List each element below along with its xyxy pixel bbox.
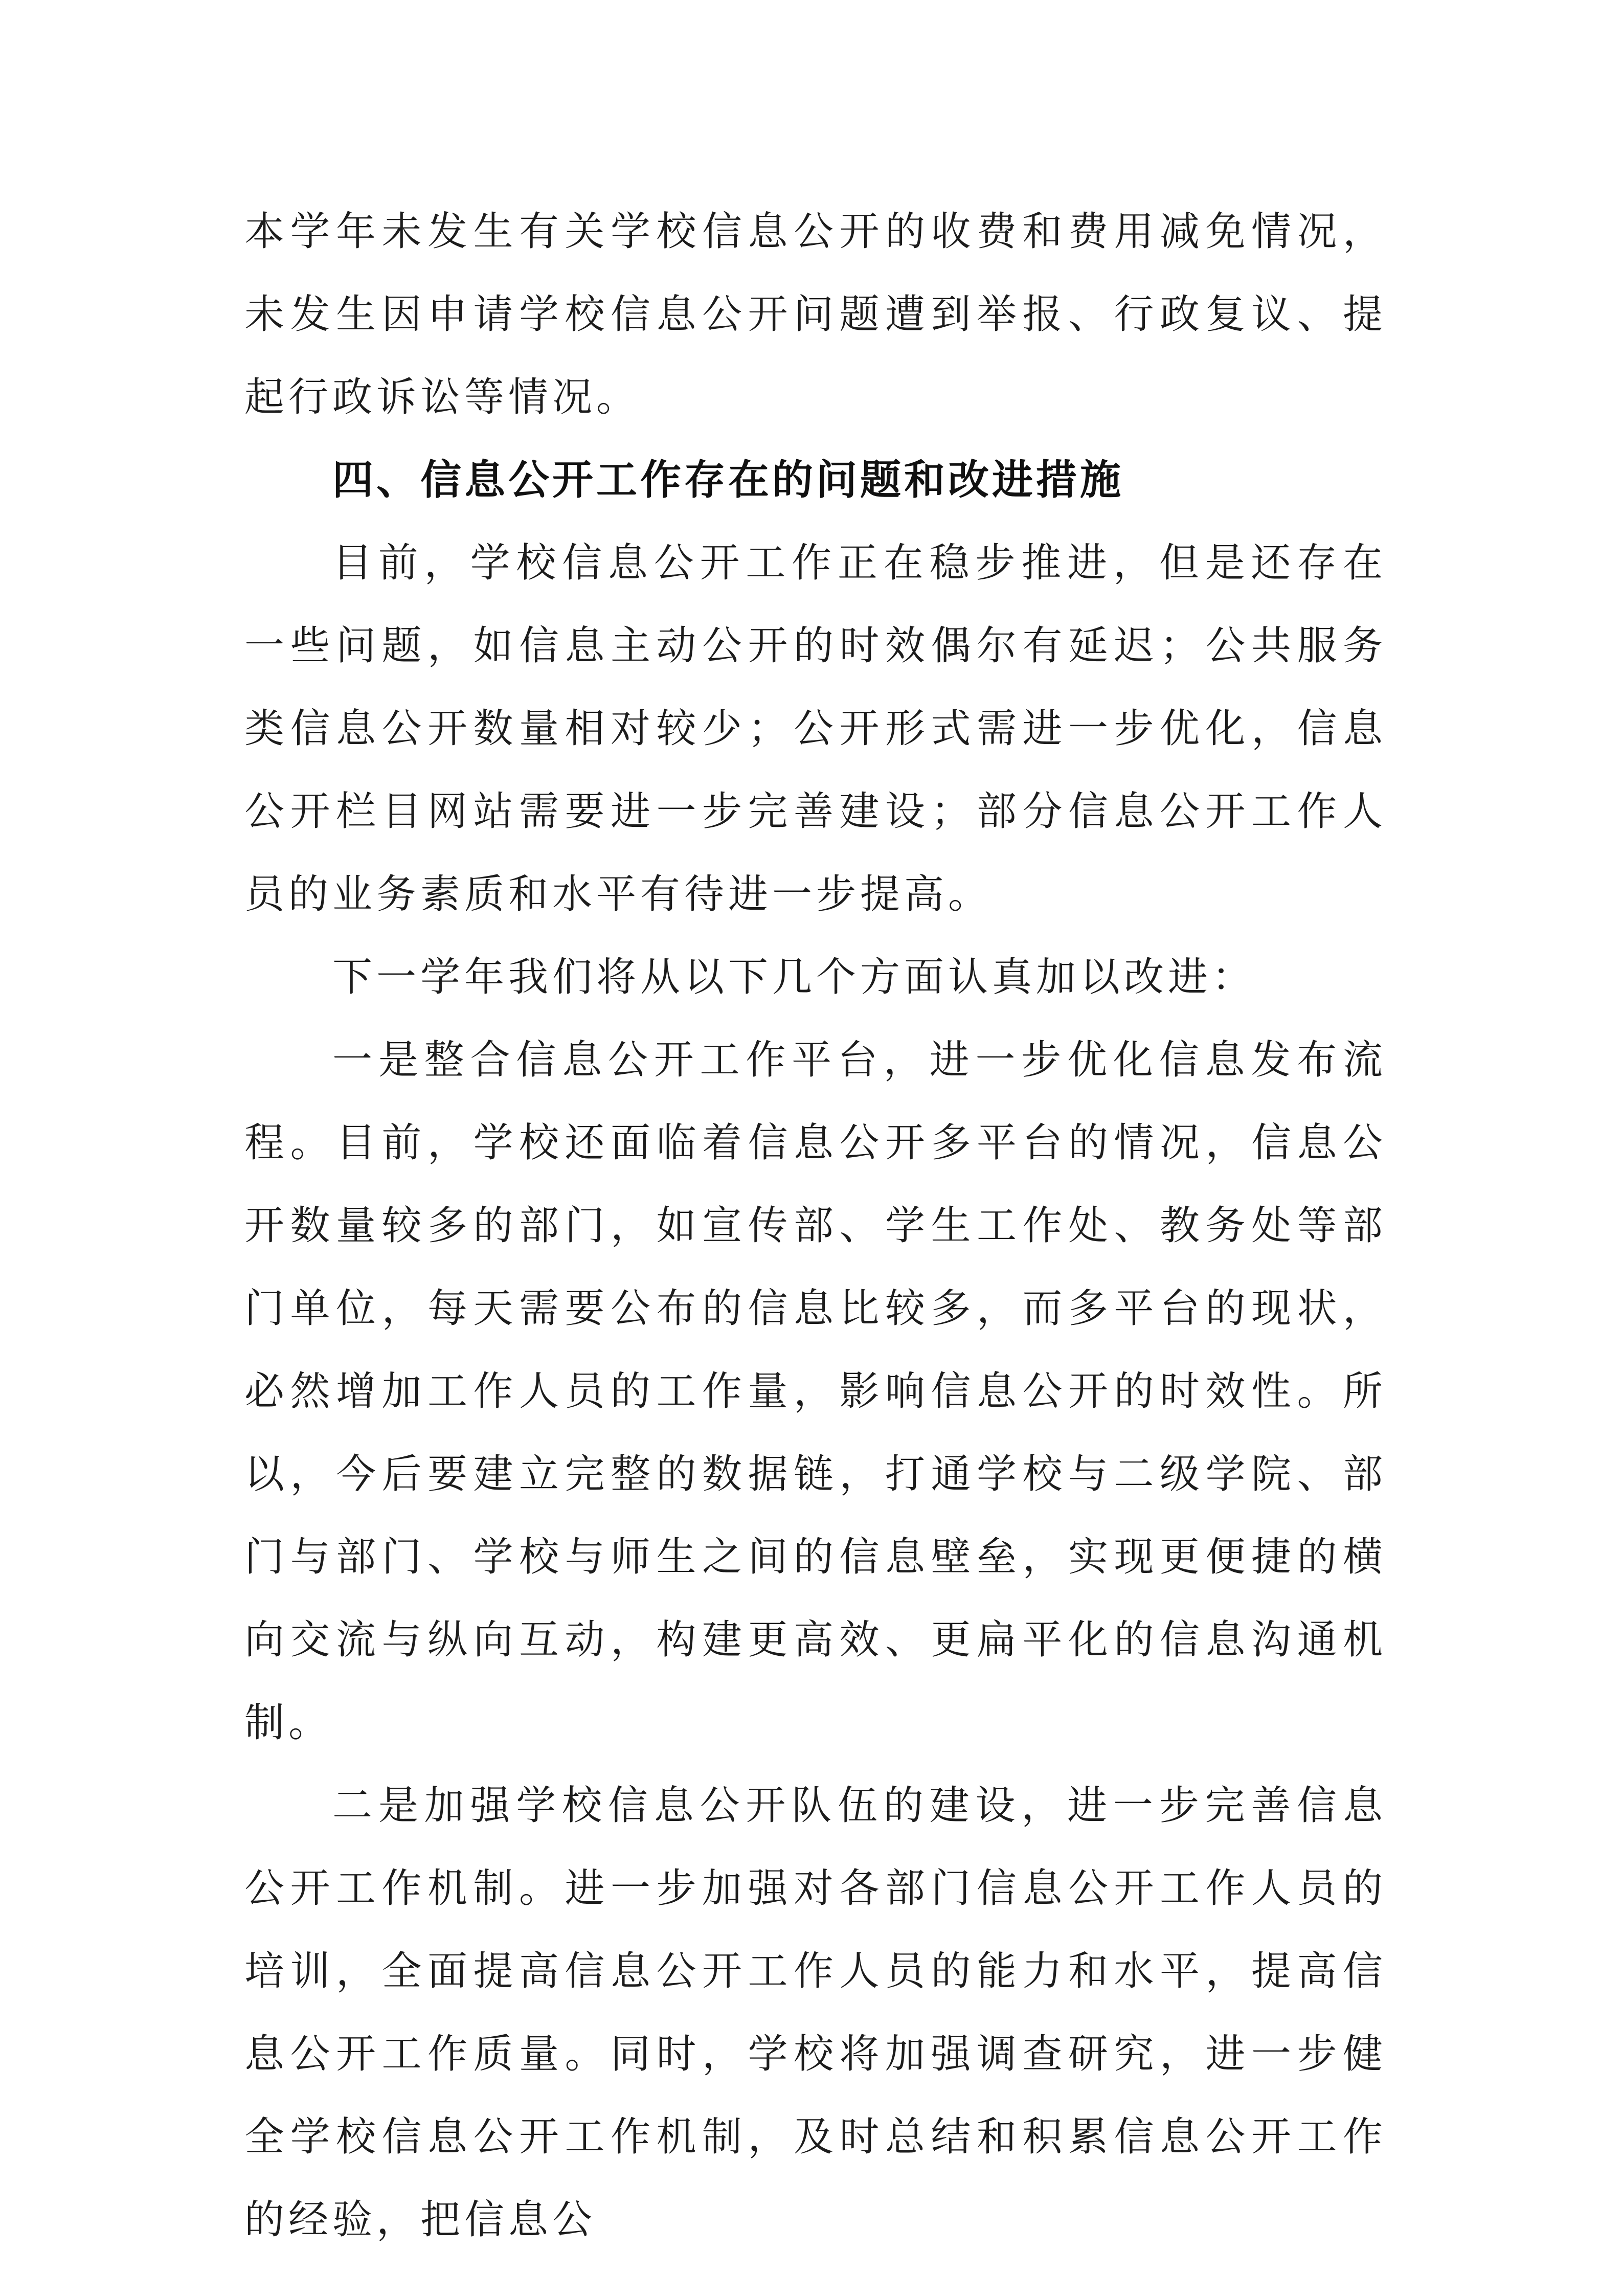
paragraph-measure-two-team-building: 二是加强学校信息公开队伍的建设，进一步完善信息公开工作机制。进一步加强对各部门信息公开工作人员的培训，全面提高信息公开工作人员的能力和水平，提高信息公开工作质量。同时，学校将加强调查研究，进一步健全学校信息公开工作机制，及时总结和积累信息公开工作的经验，把信息公	[244, 1783, 1387, 2242]
section-heading-problems-and-improvements: 四、信息公开工作存在的问题和改进措施	[332, 457, 1124, 503]
paragraph-prior-page-continuation: 本学年未发生有关学校信息公开的收费和费用减免情况，未发生因申请学校信息公开问题遭到举报、行政复议、提起行政诉讼等情况。	[244, 209, 1387, 419]
paragraph-measure-one-platform-integration: 一是整合信息公开工作平台，进一步优化信息发布流程。目前，学校还面临着信息公开多平台的情况，信息公开数量较多的部门，如宣传部、学生工作处、教务处等部门单位，每天需要公布的信息比较多，而多平台的现状，必然增加工作人员的工作量，影响信息公开的时效性。所以，今后要建立完整的数据链，打通学校与二级学院、部门与部门、学校与师生之间的信息壁垒，实现更便捷的横向交流与纵向互动，构建更高效、更扁平化的信息沟通机制。	[244, 1038, 1387, 1745]
paragraph-current-status-and-issues: 目前，学校信息公开工作正在稳步推进，但是还存在一些问题，如信息主动公开的时效偶尔有延迟；公共服务类信息公开数量相对较少；公开形式需进一步优化，信息公开栏目网站需要进一步完善建设；部分信息公开工作人员的业务素质和水平有待进一步提高。	[244, 541, 1387, 916]
paragraph-improvement-intro: 下一学年我们将从以下几个方面认真加以改进：	[332, 955, 1256, 999]
